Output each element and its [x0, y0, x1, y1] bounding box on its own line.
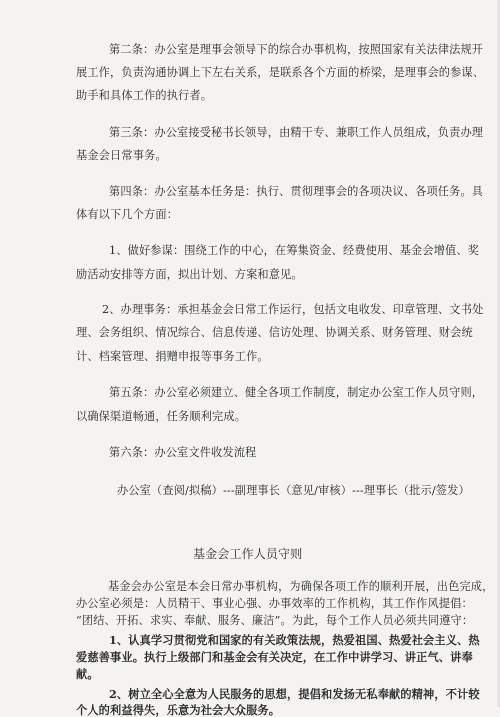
text-line: 展工作，负责沟通协调上下左右关系，是联系各个方面的桥梁，是理事会的参谋、 [76, 66, 485, 79]
workflow-line: 办公室（查阅/拟稿）---副理事长（意见/审核）---理事长（批示/签发） [117, 484, 470, 497]
text-line: 理、会务组织、情况综合、信息传递、信访处理、协调关系、财务管理、财会统 [76, 326, 473, 339]
text-line: 2、办理事务：承担基金会日常工作运行，包括文电收发、印章管理、文书处 [102, 303, 484, 316]
text-line: 第五条：办公室必须建立、健全各项工作制度，制定办公室工作人员守则， [109, 386, 484, 399]
text-line: 基金会日常事务。 [76, 149, 167, 162]
section-title: 基金会工作人员守则 [193, 547, 303, 561]
text-line: 1、认真学习贯彻党和国家的有关政策法规，热爱祖国、热爱社会主义、热 [109, 633, 480, 647]
text-line: 个人的利益得失，乐意为社会大众服务。 [76, 703, 281, 717]
text-line: 2、树立全心全意为人民服务的思想，提倡和发扬无私奉献的精神，不计较 [109, 687, 480, 701]
text-line: 励活动安排等方面，拟出计划、方案和意见。 [76, 268, 303, 281]
text-line: 计、档案管理、捐赠申报等事务工作。 [76, 350, 269, 363]
text-line: 爱慈善事业。执行上级部门和基金会有关决定，在工作中讲学习、讲正气、讲奉 [76, 650, 473, 664]
text-line: 体有以下几个方面： [76, 208, 179, 221]
text-line: 以确保渠道畅通，任务顺利完成。 [76, 410, 247, 423]
text-line: 第六条：办公室文件收发流程 [109, 446, 257, 459]
text-line: 献。 [76, 667, 99, 681]
text-line: 基金会办公室是本会日常办事机构，为确保各项工作的顺利开展，出色完成， [108, 580, 494, 593]
text-line: 第四条：办公室基本任务是：执行、贯彻理事会的各项决议、各项任务。具 [109, 185, 484, 198]
text-line: 第二条：办公室是理事会领导下的综合办事机构，按照国家有关法律法规开 [109, 43, 484, 56]
text-line: 助手和具体工作的执行者。 [76, 89, 213, 102]
text-line: 第三条：办公室接受秘书长领导，由精干专、兼职工作人员组成，负责办理 [109, 126, 484, 139]
text-line: 办公室必须是：人员精干、事业心强、办事效率的工作机构，其工作作风提倡： [76, 597, 473, 610]
text-line: 1、做好参谋：围绕工作的中心，在筹集资金、经费使用、基金会增值、奖 [109, 244, 480, 257]
text-line: “团结、开拓、求实、奉献、服务、廉洁”。为此，每个工作人员必须共同遵守： [76, 614, 474, 627]
